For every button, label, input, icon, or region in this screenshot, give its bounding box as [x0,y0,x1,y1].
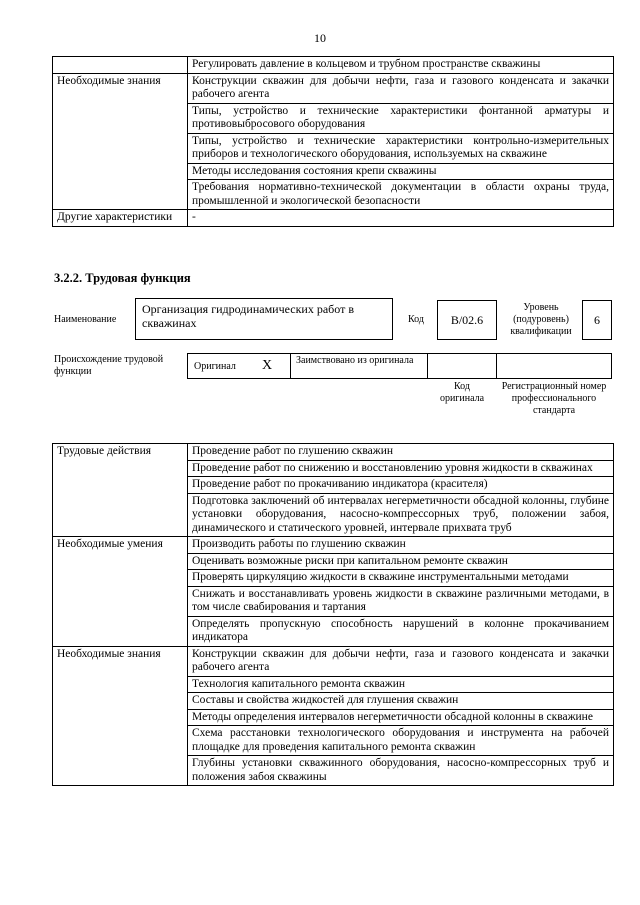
table-cell: Типы, устройство и технические характеристики фонтанной арматуры и противовыбросового оборудования [188,103,614,133]
table-cell: Проверять циркуляцию жидкости в скважине инструментальными методами [188,570,614,587]
table-row [53,210,614,227]
row-label: Необходимые умения [53,537,188,647]
table-cell: Требования нормативно-технической документации в области охраны труда, промышленной и экологической безопасности [188,180,614,210]
reg-number-caption: Регистрационный номер профессионального стандарта [501,381,607,416]
row-label [53,57,188,74]
table-cell: Методы определения интервалов негерметичности обсадной колонны в скважине [188,709,614,726]
borrowed-cell: Заимствовано из оригинала [290,353,428,379]
table-row [53,73,614,103]
row-label: Трудовые действия [53,444,188,537]
origin-label: Происхождение трудовой функции [54,354,164,377]
table-row [53,57,614,74]
name-value: Организация гидродинамических работ в скважинах [135,298,393,340]
level-label: Уровень (подуровень) квалификации [510,302,572,337]
table-cell: Составы и свойства жидкостей для глушения скважин [188,693,614,710]
row-label: Необходимые знания [53,646,188,786]
table-cell: Конструкции скважин для добычи нефти, газа и газового конденсата и закачки рабочего агента [188,646,614,676]
table-cell: Проведение работ по прокачиванию индикатора (красителя) [188,477,614,494]
table-cell: Технология капитального ремонта скважин [188,676,614,693]
table-cell: Глубины установки скважинного оборудования, насосно-компрессорных труб и положения забоя скважины [188,756,614,786]
table-row [53,537,614,554]
table-cell: Определять пропускную способность нарушений в колонне прокачиванием индикатора [188,616,614,646]
table-cell: Проведение работ по глушению скважин [188,444,614,461]
reg-number-cell [496,353,612,379]
top-table [52,56,614,227]
table-cell: Регулировать давление в кольцевом и трубном пространстве скважины [188,57,614,74]
table-row [53,444,614,461]
code-origin-cell [427,353,497,379]
code-label: Код [408,314,424,325]
main-table [52,443,614,786]
section-title: 3.2.2. Трудовая функция [54,271,191,285]
page-number: 10 [314,31,326,45]
table-cell: Снижать и восстанавливать уровень жидкости в скважине различными методами, в том числе свабирования и тартания [188,586,614,616]
code-value: B/02.6 [437,300,497,340]
table-cell: Производить работы по глушению скважин [188,537,614,554]
name-label: Наименование [54,314,117,325]
table-row [53,646,614,676]
row-label: Другие характеристики [53,210,188,227]
original-mark: X [262,358,273,373]
code-origin-caption: Код оригинала [439,381,485,404]
row-label: Необходимые знания [53,73,188,210]
original-label: Оригинал [194,361,236,372]
table-cell: - [188,210,614,227]
table-cell: Конструкции скважин для добычи нефти, газа и газового конденсата и закачки рабочего агента [188,73,614,103]
table-cell: Методы исследования состояния крепи скважины [188,163,614,180]
level-value: 6 [582,300,612,340]
table-cell: Подготовка заключений об интервалах негерметичности обсадной колонны, глубине установки оборудования, насосно-компрессорных труб, положении забоя, динамического и статического уровней, интервале прихвата труб [188,493,614,537]
table-cell: Схема расстановки технологического оборудования и инструмента на рабочей площадке для проведения капитального ремонта скважин [188,726,614,756]
table-cell: Проведение работ по снижению и восстановлению уровня жидкости в скважинах [188,460,614,477]
original-cell [187,353,291,379]
table-cell: Оценивать возможные риски при капитальном ремонте скважин [188,553,614,570]
table-cell: Типы, устройство и технические характеристики контрольно-измерительных приборов и технологического оборудования, используемых на скважине [188,133,614,163]
